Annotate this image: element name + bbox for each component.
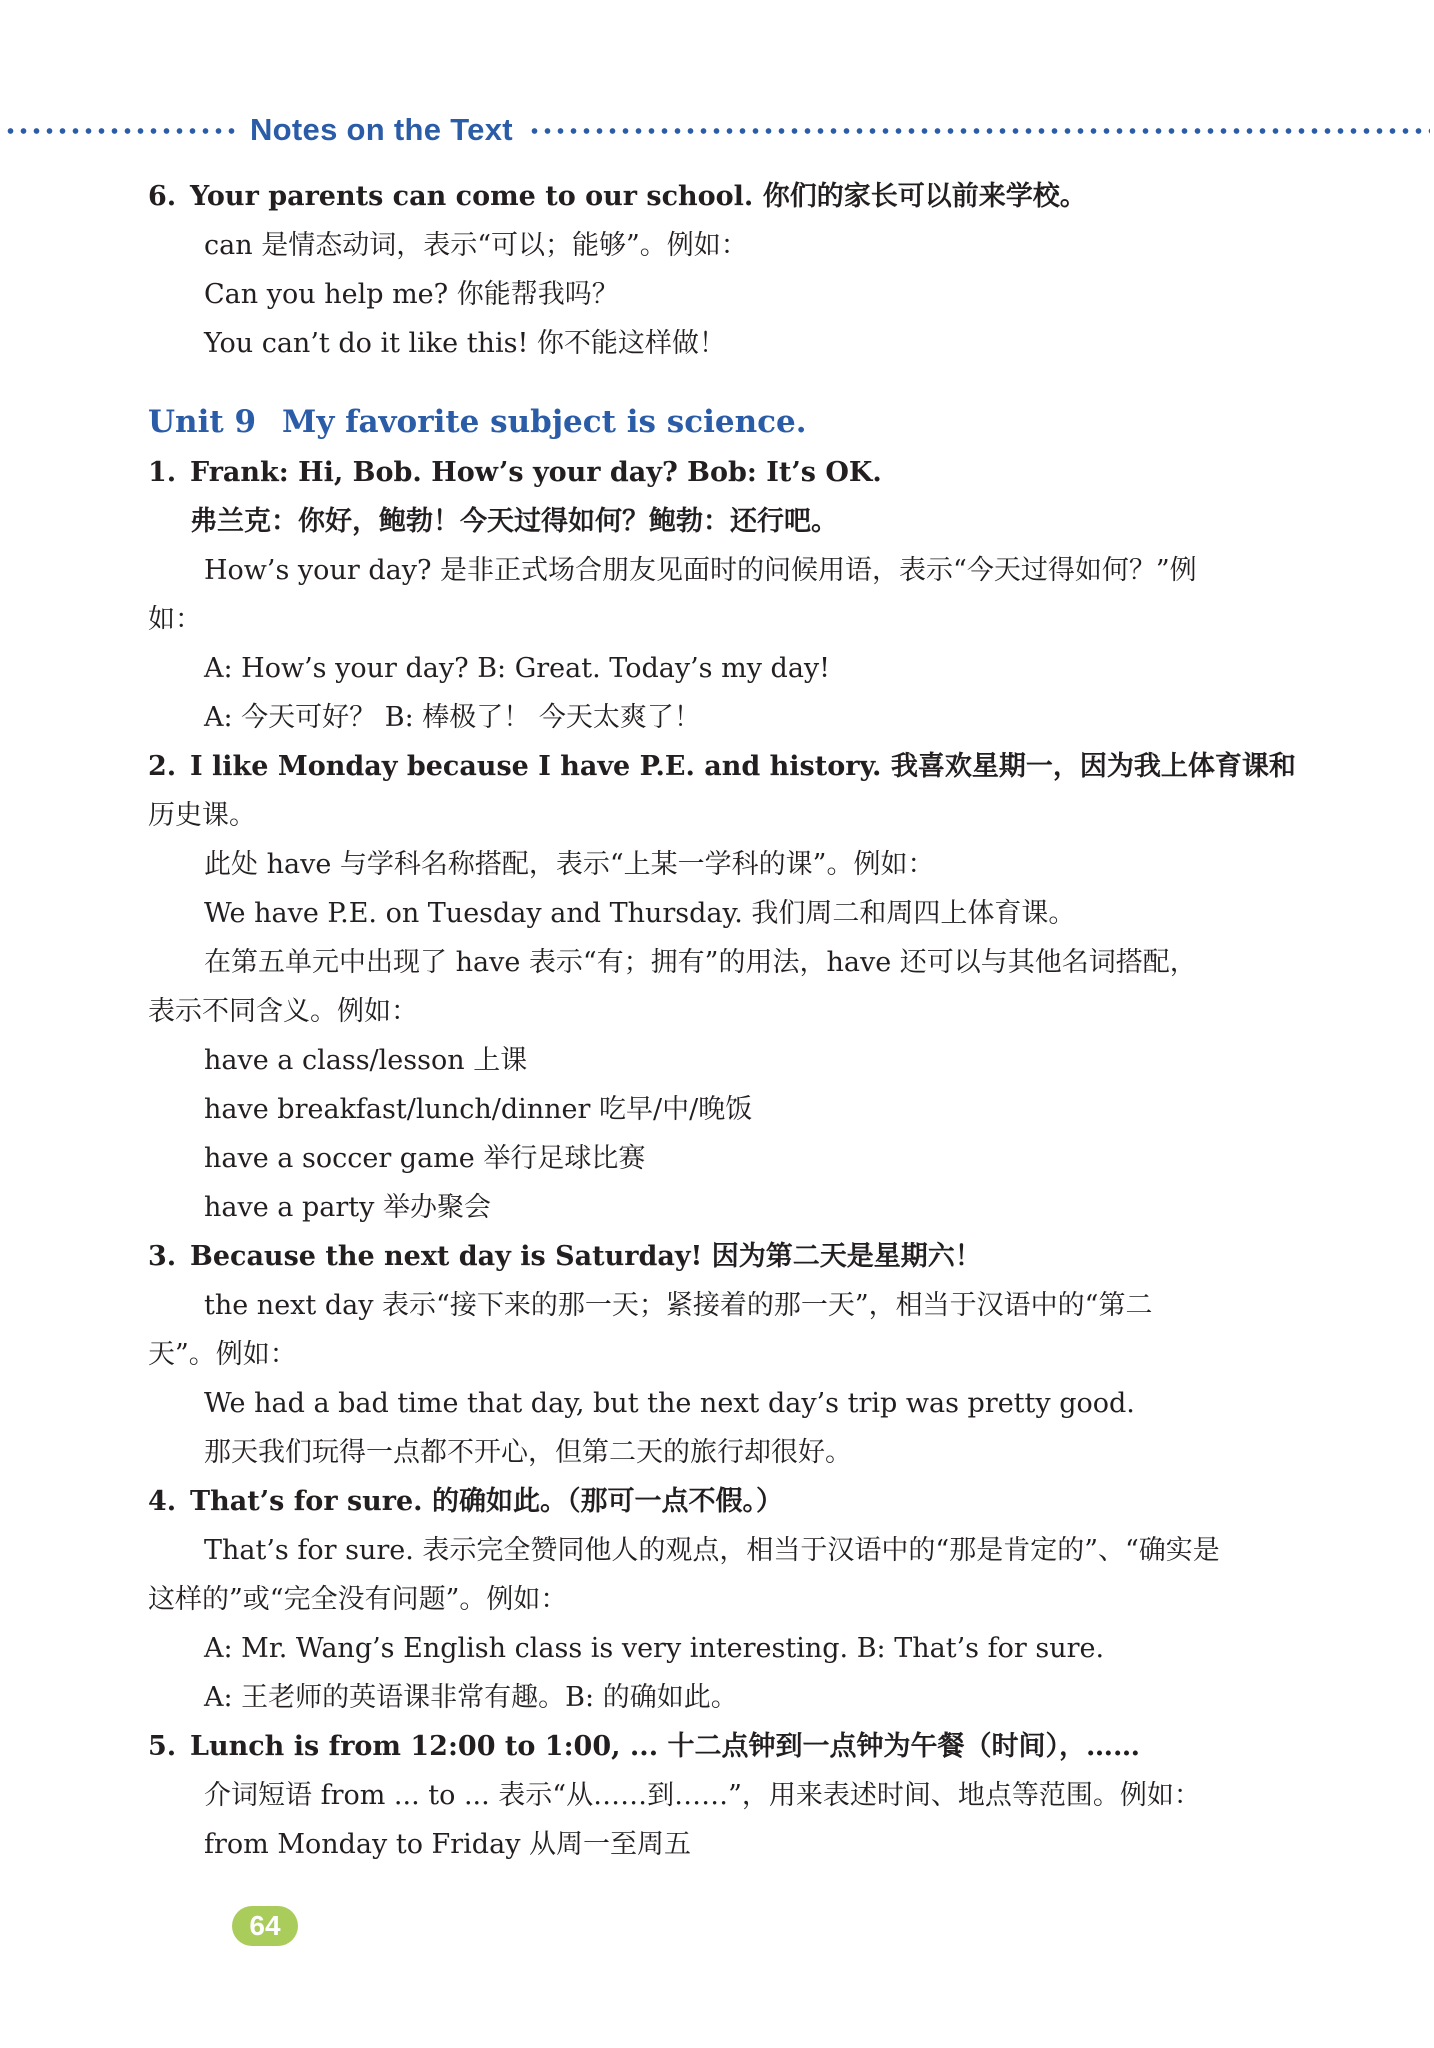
note-line: have breakfast/lunch/dinner 吃早/中/晚饭 [204,1094,753,1125]
note-line: 那天我们玩得一点都不开心，但第二天的旅行却很好。 [204,1437,852,1468]
note-line: We have P.E. on Tuesday and Thursday. 我们周二和周四上体育课。 [204,898,1076,929]
page-content [148,172,1296,1869]
note-heading-continuation: 历史课。 [148,800,256,831]
note-line: How’s your day? 是非正式场合朋友见面时的问候用语，表示“今天过得如何？”例 [204,555,1197,586]
note-line: 如： [148,604,202,635]
note-heading: 6. Your parents can come to our school. 你们的家长可以前来学校。 [148,181,1087,212]
page-number-badge: 64 [232,1906,298,1946]
note-line: 表示不同含义。例如： [148,996,418,1027]
note-line: We had a bad time that day, but the next day’s trip was pretty good. [204,1388,1135,1419]
note-line: Can you help me? 你能帮我吗？ [204,279,619,310]
note-line: 介词短语 from ... to ... 表示“从……到……”，用来表述时间、地点等范围。例如： [204,1780,1201,1811]
note-line: have a class/lesson 上课 [204,1045,528,1076]
note-line: A: Mr. Wang’s English class is very interesting. B: That’s for sure. [204,1633,1105,1664]
note-line: the next day 表示“接下来的那一天；紧接着的那一天”，相当于汉语中的“第二 [204,1290,1153,1321]
note-line: have a party 举办聚会 [204,1192,491,1223]
note-heading: 1. Frank: Hi, Bob. How’s your day? Bob: It’s OK. [148,457,882,488]
unit-title: My favorite subject is science. [282,404,807,440]
dotted-rule-left [4,128,240,134]
unit-heading [148,396,1256,448]
note-line: can 是情态动词，表示“可以；能够”。例如： [204,230,748,261]
note-line: have a soccer game 举行足球比赛 [204,1143,646,1174]
note-line: 这样的”或“完全没有问题”。例如： [148,1584,568,1615]
note-line: A: 今天可好？ B: 棒极了！ 今天太爽了！ [204,702,701,733]
note-line: A: 王老师的英语课非常有趣。B: 的确如此。 [204,1682,738,1713]
section-header [0,108,1434,152]
note-line: A: How’s your day? B: Great. Today’s my day! [204,653,831,684]
note-heading: 5. Lunch is from 12:00 to 1:00, ... 十二点钟到一点钟为午餐（时间），…… [148,1731,1141,1762]
note-heading: 3. Because the next day is Saturday! 因为第二天是星期六！ [148,1241,982,1272]
note-heading: 4. That’s for sure. 的确如此。（那可一点不假。） [148,1486,783,1517]
note-line: 天”。例如： [148,1339,297,1370]
note-line: from Monday to Friday 从周一至周五 [204,1829,692,1860]
unit-number: Unit 9 [148,404,257,440]
note-heading: 2. I like Monday because I have P.E. and history. 我喜欢星期一，因为我上体育课和 [148,751,1296,782]
header-title: Notes on the Text [250,112,513,147]
note-line: That’s for sure. 表示完全赞同他人的观点，相当于汉语中的“那是肯定的”、“确实是 [204,1535,1220,1566]
note-line: 此处 have 与学科名称搭配，表示“上某一学科的课”。例如： [204,849,935,880]
note-line: You can’t do it like this! 你不能这样做！ [204,328,726,359]
note-heading-translation: 弗兰克：你好，鲍勃！今天过得如何？鲍勃：还行吧。 [190,506,838,537]
note-line: 在第五单元中出现了 have 表示“有；拥有”的用法，have 还可以与其他名词搭配， [204,947,1197,978]
dotted-rule-right [528,128,1430,134]
